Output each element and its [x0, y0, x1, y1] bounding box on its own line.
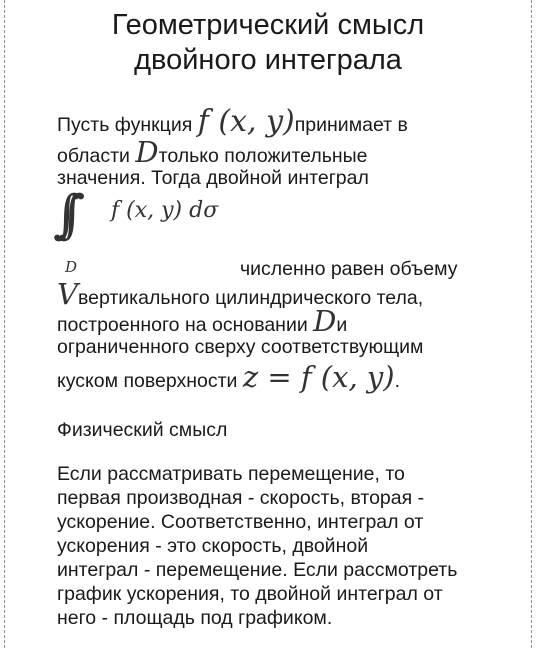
region-symbol: D — [135, 135, 159, 169]
volume-symbol: V — [57, 277, 78, 311]
document-page — [4, 0, 532, 648]
physical-line-6: график ускорения, то двойной интеграл от — [57, 583, 443, 605]
geometric-line-4: численно равен объему — [240, 258, 458, 280]
text-fragment: вертикального цилиндрического тела, — [77, 287, 424, 309]
geometric-line-7: ограниченного сверху соответствующим — [57, 336, 424, 358]
text-fragment: и — [336, 314, 348, 336]
function-formula: f (x, y) — [197, 104, 295, 139]
physical-line-4: ускорения - это скорость, двойной — [57, 535, 369, 557]
surface-formula: z = f (x, y) — [242, 360, 395, 394]
double-integral-formula — [53, 186, 253, 278]
geometric-line-2 — [57, 135, 368, 169]
integral-sign: ∫∫ — [53, 185, 64, 245]
integral-expression: f (x, y) dσ — [111, 198, 219, 223]
page-title — [5, 8, 531, 78]
text-fragment: области — [57, 145, 130, 167]
geometric-line-8 — [57, 360, 401, 394]
geometric-line-1 — [57, 104, 408, 139]
physical-line-5: интеграл - перемещение. Если рассмотреть — [57, 559, 458, 581]
region-symbol-2: D — [313, 304, 337, 338]
text-fragment: принимает в — [294, 114, 408, 136]
physical-line-7: него - площадь под графиком. — [57, 607, 333, 629]
physical-line-1: Если рассматривать перемещение, то — [57, 463, 405, 485]
geometric-line-3: значения. Тогда двойной интеграл — [57, 167, 369, 189]
geometric-line-5 — [57, 277, 424, 311]
physical-heading: Физический смысл — [57, 419, 228, 441]
title-line-2: двойного интеграла — [134, 44, 402, 76]
text-fragment: . — [394, 370, 401, 392]
integral-subscript: D — [65, 258, 78, 276]
text-fragment: Пусть функция — [57, 114, 193, 136]
text-fragment: построенного на основании — [57, 314, 308, 336]
geometric-line-6 — [57, 304, 348, 338]
text-fragment: куском поверхности — [57, 370, 238, 392]
text-fragment: только положительные — [158, 145, 368, 167]
physical-line-2: первая производная - скорость, вторая - — [57, 487, 425, 509]
physical-line-3: ускорение. Соответственно, интеграл от — [57, 511, 424, 533]
title-line-1: Геометрический смысл — [111, 9, 425, 41]
